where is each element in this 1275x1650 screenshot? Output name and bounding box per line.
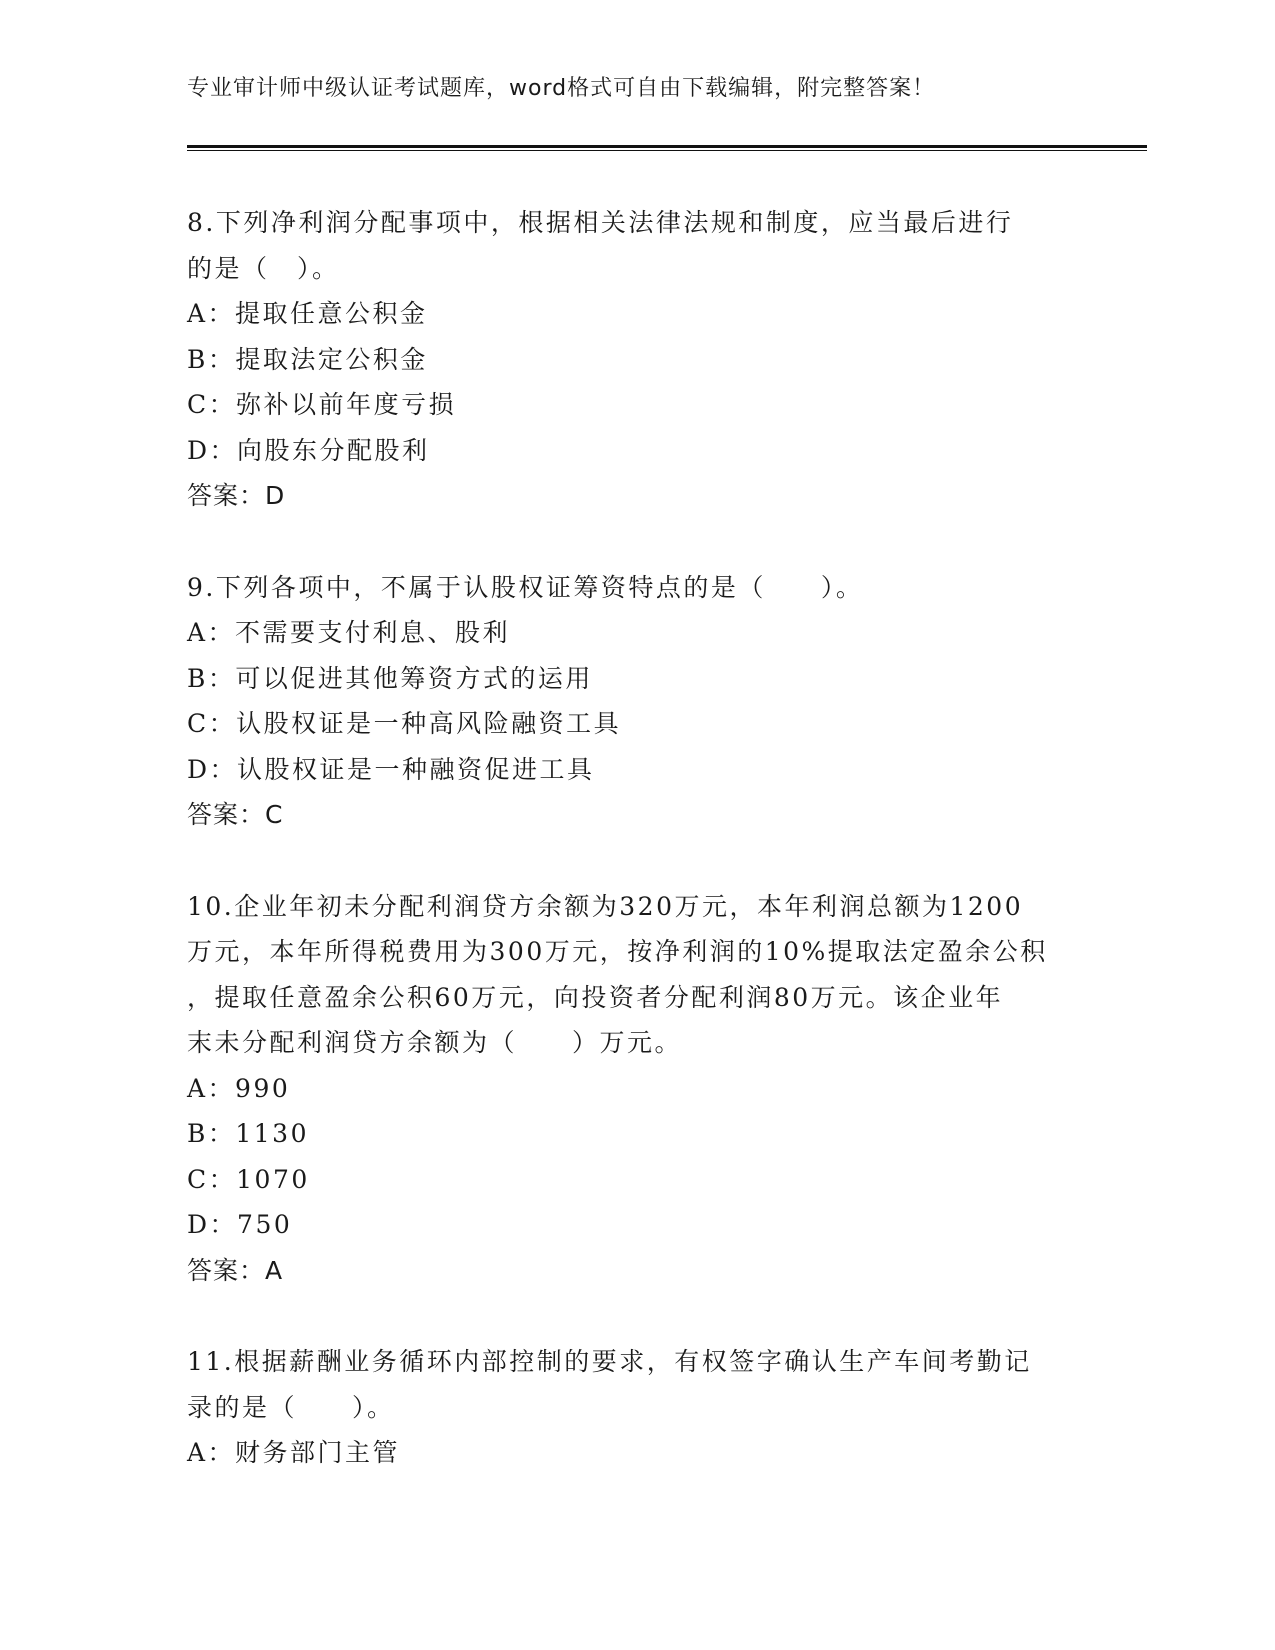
option-c: C：认股权证是一种高风险融资工具 xyxy=(187,709,622,738)
option-b: B：1130 xyxy=(187,1119,309,1148)
question-item xyxy=(187,1339,1067,1476)
question-stem-line: 11.根据薪酬业务循环内部控制的要求，有权签字确认生产车间考勤记 xyxy=(187,1347,1032,1376)
option-c: C：弥补以前年度亏损 xyxy=(187,390,457,419)
header-rule-thick xyxy=(187,145,1147,148)
option-b: B：可以促进其他筹资方式的运用 xyxy=(187,663,593,693)
question-stem-line: 末未分配利润贷方余额为（ ）万元。 xyxy=(187,1028,683,1057)
question-stem-line: 录的是（ ）。 xyxy=(187,1392,395,1422)
option-b: B：提取法定公积金 xyxy=(187,344,428,374)
question-stem-line: 8.下列净利润分配事项中，根据相关法律法规和制度，应当最后进行 xyxy=(187,208,1014,237)
option-a: A：不需要支付利息、股利 xyxy=(187,618,511,647)
question-stem-line: 的是（ ）。 xyxy=(187,253,340,283)
option-d: D：向股东分配股利 xyxy=(187,435,430,465)
question-stem-line: 10.企业年初未分配利润贷方余额为320万元，本年利润总额为1200 xyxy=(187,891,1024,921)
option-d: D：认股权证是一种融资促进工具 xyxy=(187,754,595,784)
question-stem-line: 万元，本年所得税费用为300万元，按净利润的10%提取法定盈余公积 xyxy=(187,937,1048,966)
header-rule-thin xyxy=(187,150,1147,151)
question-list xyxy=(187,200,1067,1522)
option-a: A：提取任意公积金 xyxy=(187,299,428,328)
answer-text: 答案：D xyxy=(187,481,286,510)
question-stem-line: ，提取任意盈余公积60万元，向投资者分配利润80万元。该企业年 xyxy=(187,982,1004,1012)
answer-text: 答案：C xyxy=(187,800,284,829)
question-item xyxy=(187,565,1067,838)
page-header: 专业审计师中级认证考试题库，word格式可自由下载编辑，附完整答案！ xyxy=(187,76,936,101)
answer-text: 答案：A xyxy=(187,1255,284,1285)
option-a: A：财务部门主管 xyxy=(187,1438,401,1467)
option-d: D：750 xyxy=(187,1210,293,1239)
question-item xyxy=(187,884,1067,1294)
option-a: A：990 xyxy=(187,1073,291,1103)
question-item xyxy=(187,200,1067,519)
question-stem-line: 9.下列各项中，不属于认股权证筹资特点的是（ ）。 xyxy=(187,572,864,602)
option-c: C：1070 xyxy=(187,1164,310,1194)
